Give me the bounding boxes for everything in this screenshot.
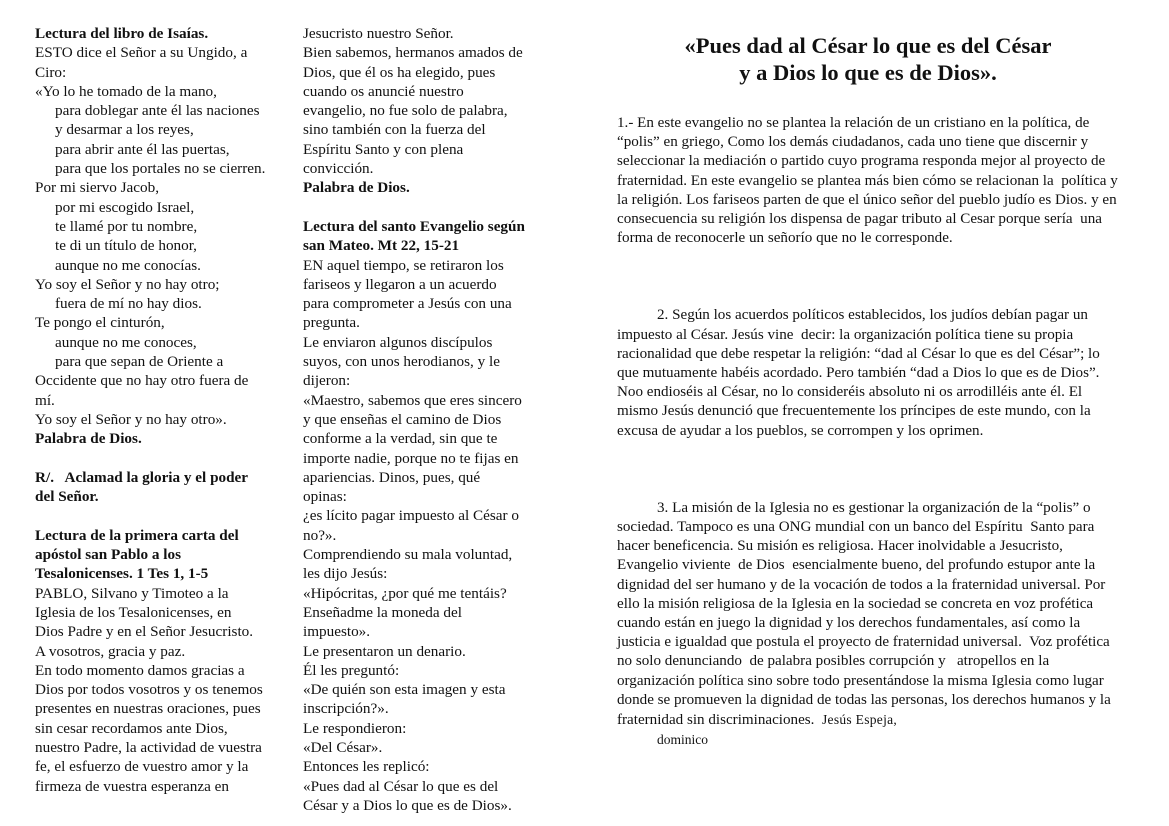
commentary-title (617, 32, 1119, 86)
text-line: apariencias. Dinos, pues, qué (303, 468, 481, 486)
text-line: «Del César». (303, 738, 383, 756)
text-line: fuera de mí no hay dios. (55, 295, 202, 313)
text-line: Yo soy el Señor y no hay otro». (35, 410, 227, 428)
text-line: R/. Aclamad la gloria y el poder (35, 468, 249, 486)
title-line-2: y a Dios lo que es de Dios». (739, 60, 997, 85)
text-line: Bien sabemos, hermanos amados de (303, 44, 523, 62)
text-line: del Señor. (35, 488, 99, 506)
text-line: impuesto». (303, 623, 371, 641)
text-line: Lectura de la primera carta del (35, 526, 239, 544)
text-line: Entonces les replicó: (303, 758, 430, 776)
text-line: convicción. (303, 160, 374, 178)
text-line: Yo soy el Señor y no hay otro; (35, 275, 220, 293)
author-name: Jesús Espeja, (821, 712, 898, 728)
blank-line (35, 449, 287, 468)
text-line: para comprometer a Jesús con una (303, 295, 512, 313)
text-line: Él les preguntó: (303, 661, 400, 679)
text-line: te llamé por tu nombre, (55, 217, 198, 235)
text-line: conforme a la verdad, sin que te (303, 430, 498, 448)
text-line: Palabra de Dios. (35, 430, 142, 448)
commentary-column (617, 32, 1122, 749)
text-line: fe, el esfuerzo de vuestro amor y la (35, 758, 249, 776)
text-line: fariseos y llegaron a un acuerdo (303, 275, 497, 293)
text-line: Palabra de Dios. (303, 179, 410, 197)
left-column-readings (35, 24, 287, 796)
text-line: Le enviaron algunos discípulos (303, 333, 493, 351)
text-line: dijeron: (303, 372, 351, 390)
text-line: «Pues dad al César lo que es del (303, 777, 499, 795)
text-line: ESTO dice el Señor a su Ungido, a (35, 44, 248, 62)
text-line: san Mateo. Mt 22, 15-21 (303, 237, 460, 255)
text-line: A vosotros, gracia y paz. (35, 642, 186, 660)
text-line: sino también con la fuerza del (303, 121, 486, 139)
text-line: Le presentaron un denario. (303, 642, 466, 660)
text-line: ¿es lícito pagar impuesto al César o (303, 507, 519, 525)
text-line: En todo momento damos gracias a (35, 661, 245, 679)
text-line: aunque no me conocías. (55, 256, 201, 274)
commentary-paragraph-2: 2. Según los acuerdos políticos establecidos, los judíos debían pagar un impuesto al César. Jesús vine decir: la organización política tiene su propia racionalidad que debe respetar la religión: “dad al César lo que es del César”; lo que mutuamente habéis acordado. Pero también “dad a Dios lo que es de Dios”. Noo endioséis al César, no lo consideréis absoluto ni os arrodilléis ante él. El mismo Jesús denunció que frecuentemente los príncipes de este mundo, con la excusa de ayudar a los pueblos, se corrompen y los oprimen. (617, 307, 1104, 439)
blank-line (35, 506, 287, 525)
text-line: Espíritu Santo y con plena (303, 140, 464, 158)
text-line: para abrir ante él las puertas, (55, 140, 230, 158)
text-line: apóstol san Pablo a los (35, 546, 182, 564)
text-line: Enseñadme la moneda del (303, 603, 462, 621)
text-line: «De quién son esta imagen y esta (303, 681, 506, 699)
commentary-paragraph-3 (617, 499, 1119, 750)
text-line: Dios por todos vosotros y os tenemos (35, 681, 263, 699)
text-line: Le respondieron: (303, 719, 407, 737)
text-line: sin cesar recordamos ante Dios, (35, 719, 228, 737)
commentary-paragraph-1: 1.- En este evangelio no se plantea la relación de un cristiano en la política, de “polis” en griego, Como los demás ciudadanos, cada uno tiene que discernir y seleccionar la mediación o partido cuyo programa responda mejor al proyecto de fraternidad. En este evangelio se plantea más bien cómo se relacionan la política y la religión. Los fariseos parten de que el único señor del pueblo judío es Dios. y en consecuencia su religión los dispensa de pagar tributo al Cesar porque sería una forma de reconocerle un señorío que no le corresponde. (617, 115, 1122, 247)
text-line: Tesalonicenses. 1 Tes 1, 1-5 (35, 565, 209, 583)
text-line: Por mi siervo Jacob, (35, 179, 160, 197)
text-line: cuando os anuncié nuestro (303, 82, 464, 100)
text-line: Jesucristo nuestro Señor. (303, 25, 454, 42)
title-line-1: «Pues dad al César lo que es del César (684, 33, 1052, 58)
paragraph-3-text: 3. La misión de la Iglesia no es gestionar la organización de la “polis” o sociedad. Tampoco es una ONG mundial con un banco del Espíritu Santo para hacer beneficencia. Su misión es religiosa. Hacer inolvidable a Jesucristo, Evangelio viviente de Dios esencialmente bueno, del profundo estupor ante la dignidad del ser humano y de la vocación de todos a la fraternidad universal. Por ello la misión religiosa de la Iglesia en la sociedad se concreta en voz profética cuando están en juego la dignidad y los derechos fundamentales, así como la justicia e igualdad que postula el proyecto de fraternidad universal. Voz profética no solo denunciando de palabra posibles corrupción y atropellos en la organización política sino sobre todo presentándose la misma Iglesia como lugar donde se promueven la dignidad de todas las personas, los derechos humanos y la fraternidad sin discriminaciones. (617, 499, 1115, 729)
text-line: Occidente que no hay otro fuera de (35, 372, 249, 390)
text-line: y desarmar a los reyes, (55, 121, 194, 139)
text-line: suyos, con unos herodianos, y le (303, 353, 500, 371)
text-line: «Yo lo he tomado de la mano, (35, 82, 217, 100)
text-line: les dijo Jesús: (303, 565, 388, 583)
text-line: EN aquel tiempo, se retiraron los (303, 256, 504, 274)
text-line: para doblegar ante él las naciones (55, 102, 260, 120)
text-line: Dios Padre y en el Señor Jesucristo. (35, 623, 254, 641)
text-line: Iglesia de los Tesalonicenses, en (35, 603, 232, 621)
text-line: «Maestro, sabemos que eres sincero (303, 391, 522, 409)
text-line: te di un título de honor, (55, 237, 197, 255)
text-line: evangelio, no fue solo de palabra, (303, 102, 508, 120)
text-line: Te pongo el cinturón, (35, 314, 165, 332)
text-line: pregunta. (303, 314, 360, 332)
text-line: «Hipócritas, ¿por qué me tentáis? (303, 584, 507, 602)
text-line: y que enseñas el camino de Dios (303, 410, 502, 428)
text-line: nuestro Padre, la actividad de vuestra (35, 738, 262, 756)
text-line: César y a Dios lo que es de Dios». (303, 796, 512, 814)
text-line: por mi escogido Israel, (55, 198, 195, 216)
blank-line (303, 198, 553, 217)
author-order: dominico (657, 732, 708, 748)
text-line: importe nadie, porque no te fijas en (303, 449, 519, 467)
middle-column-gospel (303, 24, 553, 815)
text-line: mí. (35, 391, 55, 409)
text-line: Comprendiendo su mala voluntad, (303, 546, 513, 564)
text-line: inscripción?». (303, 700, 389, 718)
text-line: PABLO, Silvano y Timoteo a la (35, 584, 229, 602)
text-line: firmeza de vuestra esperanza en (35, 777, 229, 795)
text-line: Ciro: (35, 63, 67, 81)
text-line: presentes en nuestras oraciones, pues (35, 700, 261, 718)
text-line: Lectura del libro de Isaías. (35, 25, 209, 42)
text-line: Lectura del santo Evangelio según (303, 217, 525, 235)
text-line: para que sepan de Oriente a (55, 353, 224, 371)
text-line: Dios, que él os ha elegido, pues (303, 63, 496, 81)
text-line: no?». (303, 526, 337, 544)
text-line: opinas: (303, 488, 347, 506)
text-line: aunque no me conoces, (55, 333, 197, 351)
text-line: para que los portales no se cierren. (55, 160, 266, 178)
